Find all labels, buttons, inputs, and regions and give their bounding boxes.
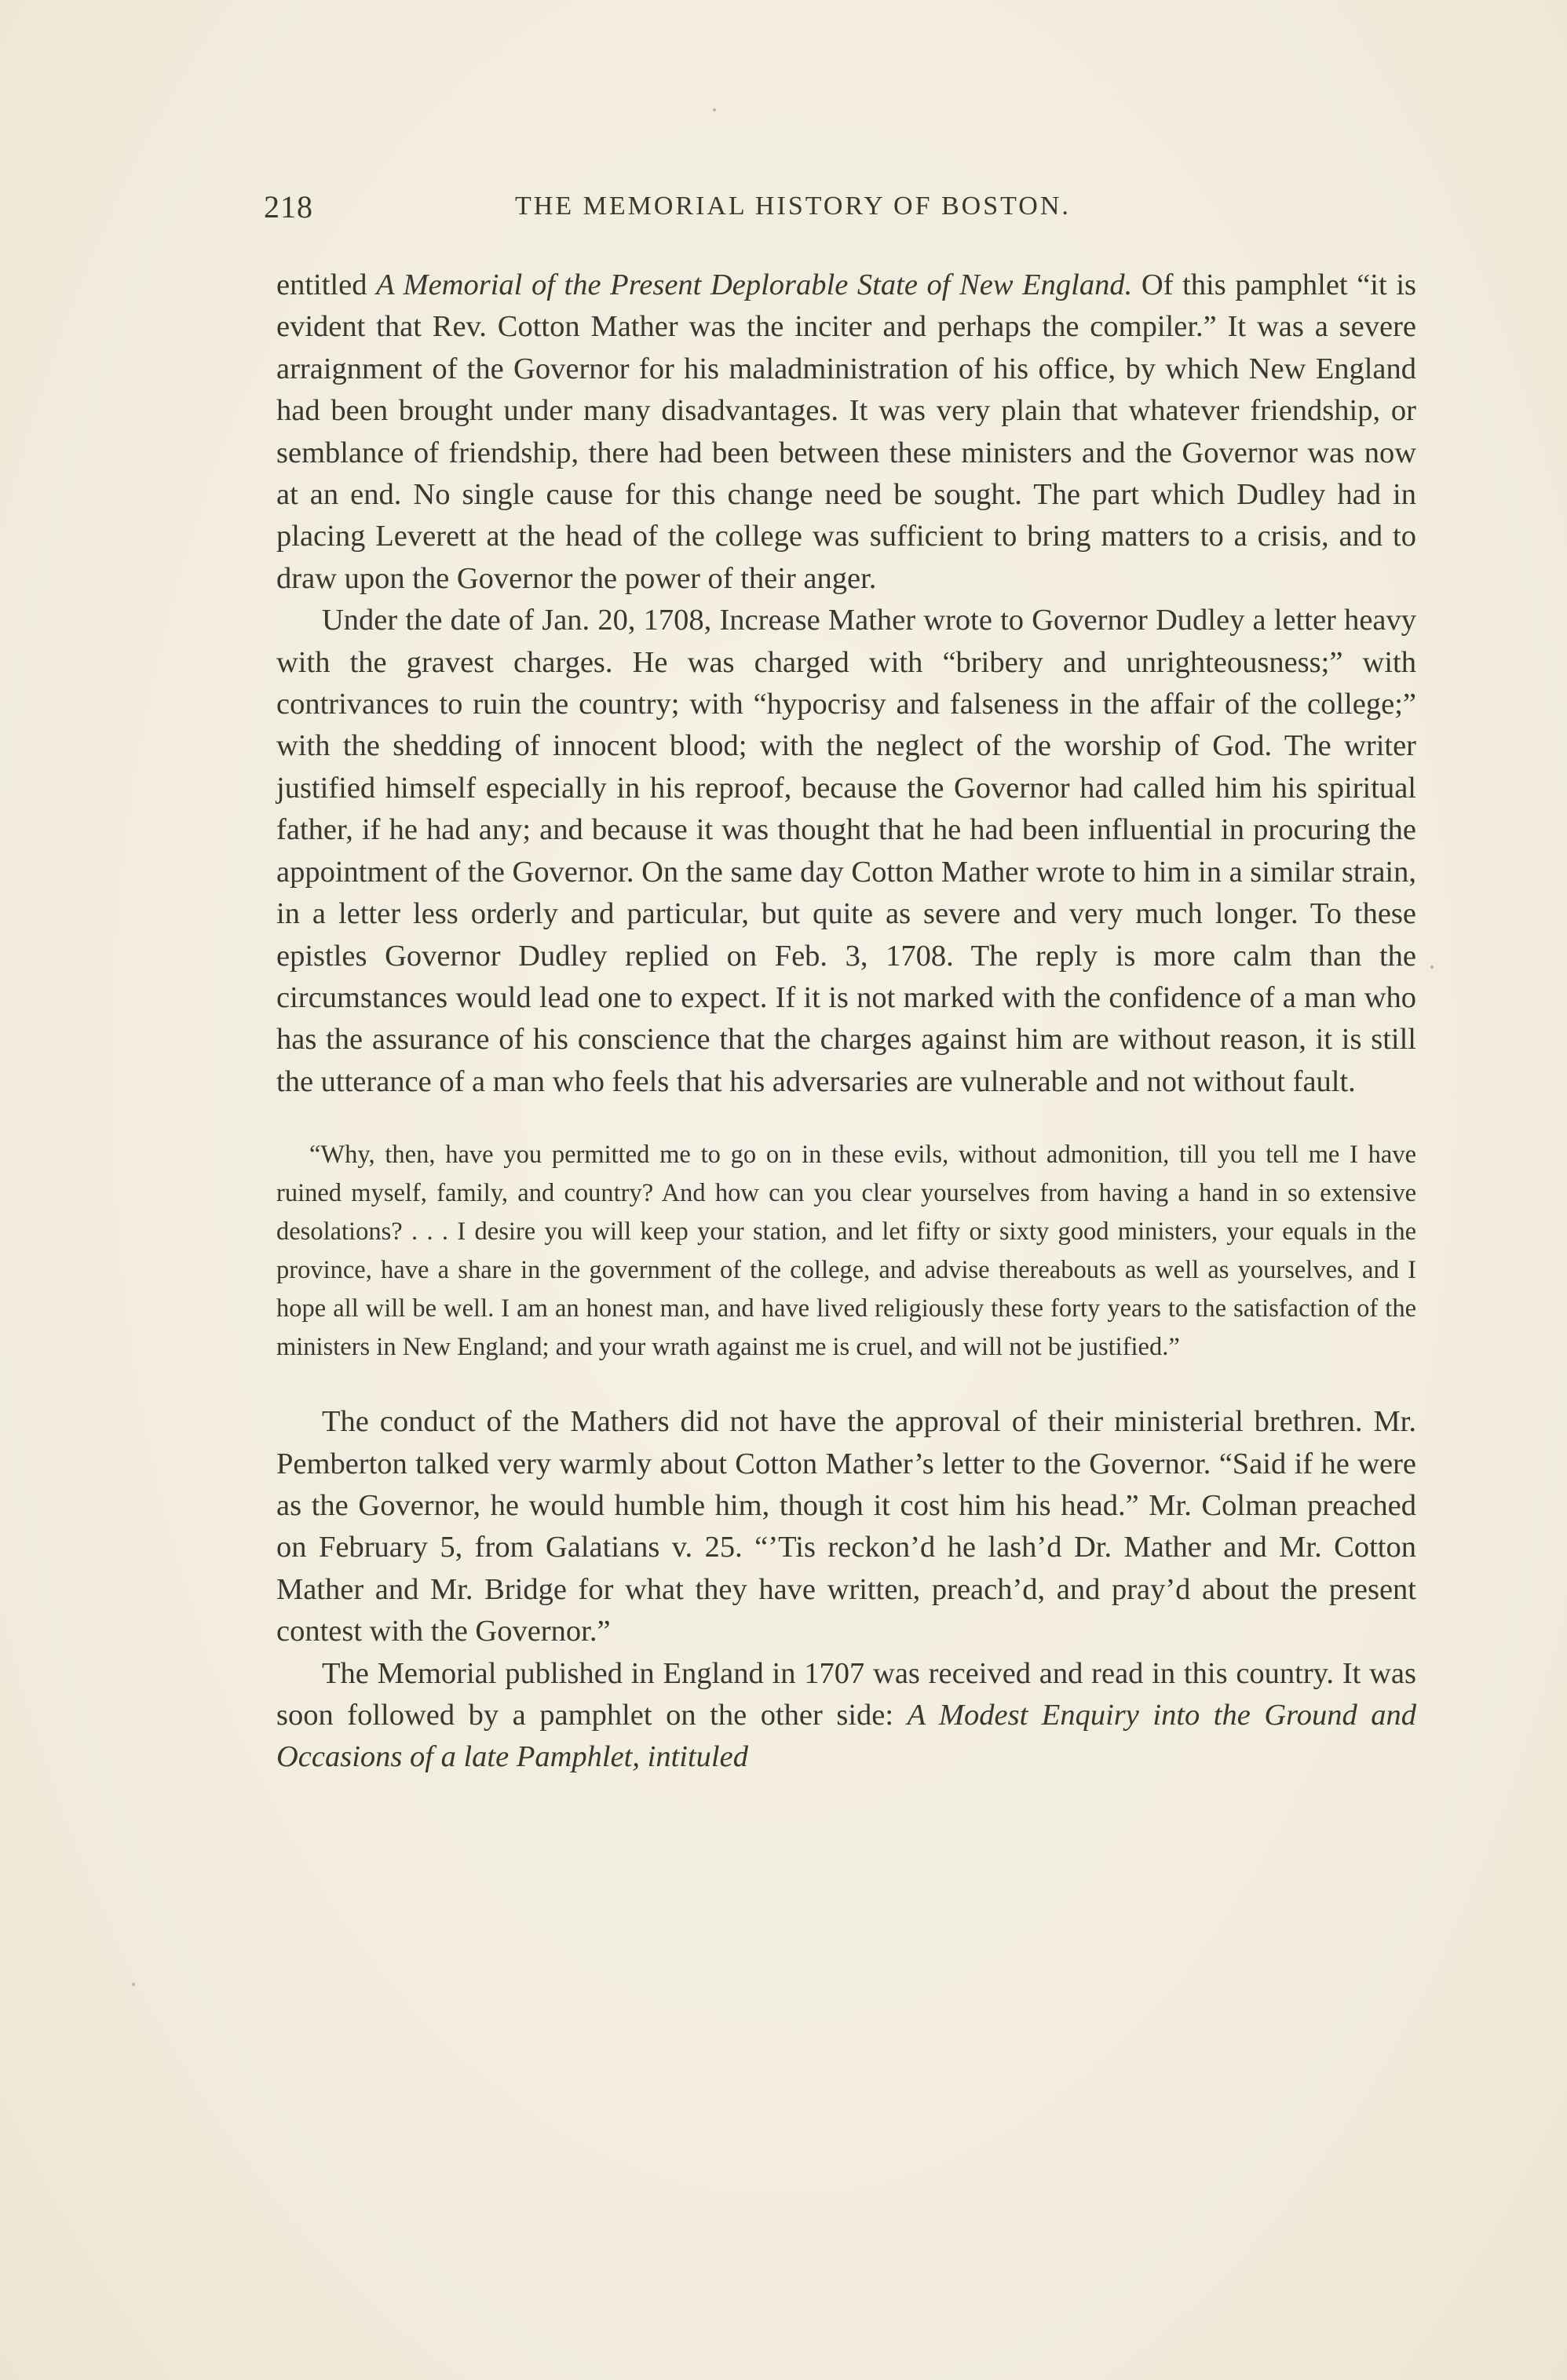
paragraph-memorial bbox=[276, 265, 1416, 600]
paragraph-letters: Under the date of Jan. 20, 1708, Increase Mather wrote to Governor Dudley a letter heavy with the gravest charges. He was charged with “bribery and unrighteousness;” with contrivances to ruin the country; with “hypocrisy and falseness in the affair of the college;” with the shedding of innocent blood; with the neglect of the worship of God. The writer justified himself especially in his reproof, because the Governor had called him his spiritual father, if he had any; and because it was thought that he had been influential in procuring the appointment of the Governor. On the same day Cotton Mather wrote to him in a similar strain, in a letter less orderly and particular, but quite as severe and very much longer. To these epistles Governor Dudley replied on Feb. 3, 1708. The reply is more calm than the circumstances would lead one to expect. If it is not marked with the confidence of a man who has the assurance of his conscience that the charges against him are without reason, it is still the utterance of a man who feels that his adversaries are vulnerable and not without fault. bbox=[276, 604, 1417, 1098]
pamphlet-title: A Memorial of the Present Deplorable State of New England. bbox=[376, 268, 1133, 301]
paragraph-conduct: The conduct of the Mathers did not have the approval of their ministerial brethren. Mr. Pemberton talked very warmly about Cotton Mather’s letter to the Governor. “Said if he were as the Governor, he would humble him, though it cost him his head.” Mr. Colman preached on February 5, from Galatians v. 25. “’Tis reckon’d he lash’d Dr. Mather and Mr. Cotton Mather and Mr. Bridge for what they have written, preach’d, and pray’d about the present contest with the Governor.” bbox=[276, 1405, 1416, 1648]
paper-speck bbox=[1430, 966, 1434, 969]
paper-speck bbox=[132, 1983, 135, 1986]
page-header bbox=[264, 188, 1419, 235]
paragraph-text: Of this pamphlet “it is evident that Rev. Cotton Mather was the inciter and perhaps the compiler.” It was a severe arraignment of the Governor for his maladministration of his office, by which New England had been brought under many disadvantages. It was very plain that whatever friendship, or semblance of friendship, there had been between these ministers and the Governor was now at an end. No single cause for this change need be sought. The part which Dudley had in placing Leverett at the head of the college was sufficient to bring matters to a crisis, and to draw upon the Governor the power of their anger. bbox=[276, 268, 1416, 595]
paper-speck bbox=[713, 108, 716, 111]
paragraph-lead: entitled bbox=[276, 268, 377, 301]
paragraph-pamphlet bbox=[276, 1653, 1416, 1779]
running-head: THE MEMORIAL HISTORY OF BOSTON. bbox=[515, 192, 1071, 221]
block-quote bbox=[276, 1136, 1416, 1367]
page-number: 218 bbox=[264, 189, 313, 224]
paragraph-lead: The Memorial published in England in 1707 was received and read in this country. It was soon followed by a pamphlet on the other side: bbox=[276, 1656, 1416, 1732]
pamphlet-title: A Modest Enquiry into the Ground and Occasions of a late Pamphlet, intituled bbox=[276, 1698, 1416, 1774]
quote-text: “Why, then, have you permitted me to go on in these evils, without admonition, till you tell me I have ruined myself, family, and country? And how can you clear yourselves from having a hand in so extensive desolations? . . . I desire you will keep your station, and let fifty or sixty good ministers, your equals in the province, have a share in the government of the college, and advise thereabouts as well as yourselves, and I hope all will be well. I am an honest man, and have lived religiously these forty years to the satisfaction of the ministers in New England; and your wrath against me is cruel, and will not be justified.” bbox=[276, 1141, 1416, 1362]
body-text bbox=[276, 265, 1416, 1779]
